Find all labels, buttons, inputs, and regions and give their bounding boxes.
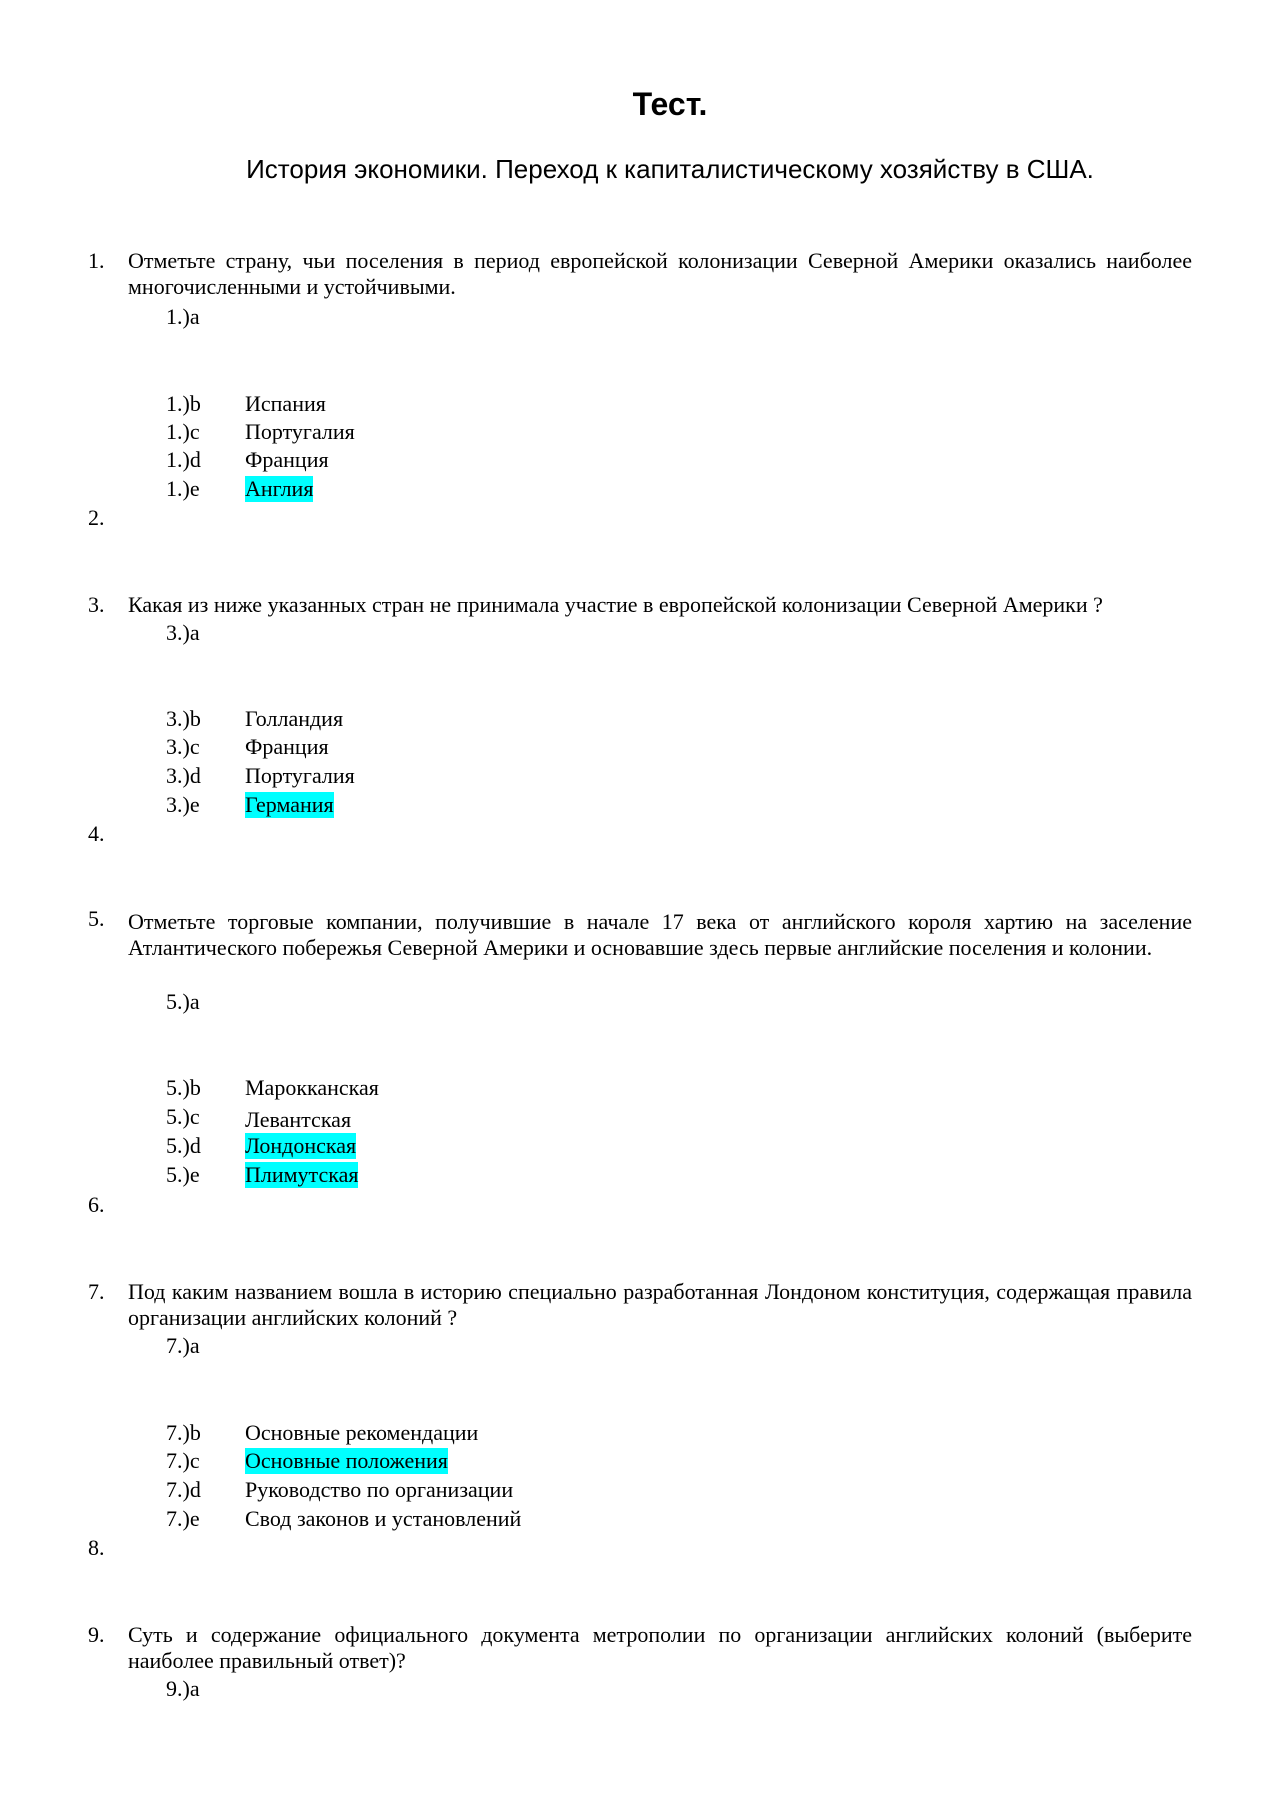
option-label: 5.)c [166,1104,200,1129]
option-text: Левантская [245,1107,352,1132]
option-label: 1.)b [166,391,201,416]
option-label: 3.)c [166,734,200,759]
question-number: 6. [88,1192,105,1217]
option-label: 7.)e [166,1506,200,1531]
option-label: 3.)e [166,792,200,817]
option-text: Основные рекомендации [245,1420,479,1445]
option-text: Свод законов и установлений [245,1506,522,1531]
question-number: 2. [88,505,105,530]
question-number: 7. [88,1279,105,1304]
page-subtitle: История экономики. Переход к капиталистическому хозяйству в США. [246,154,1094,184]
question-number: 8. [88,1535,105,1560]
question-number: 9. [88,1622,105,1647]
option-label: 3.)d [166,763,201,788]
option-label: 3.)a [166,620,200,645]
option-label: 7.)a [166,1333,200,1358]
option-label: 1.)d [166,447,201,472]
question-number: 3. [88,592,105,617]
option-text: Португалия [245,763,355,788]
question-number: 5. [88,906,105,931]
question-number: 4. [88,821,105,846]
correct-answer-highlight: Основные положения [245,1448,448,1473]
correct-answer-highlight: Лондонская [245,1133,357,1158]
option-label: 1.)c [166,419,200,444]
option-text: Франция [245,447,329,472]
option-label: 1.)a [166,304,200,329]
correct-answer-highlight: Германия [245,792,334,817]
question-text: Отметьте страну, чьи поселения в период европейской колонизации Северной Америки оказались наиболее многочисленными и устойчивыми. [128,248,1192,299]
option-label: 3.)b [166,706,201,731]
page-title: Тест. [632,86,708,122]
option-label: 7.)c [166,1448,200,1473]
correct-answer-highlight: Англия [245,476,314,501]
option-label: 9.)a [166,1676,200,1701]
option-label: 5.)d [166,1133,201,1158]
option-label: 5.)b [166,1075,201,1100]
question-text: Под каким названием вошла в историю специально разработанная Лондоном конституция, содержащая правила организации английских колоний ? [128,1279,1192,1330]
question-text: Какая из ниже указанных стран не принимала участие в европейской колонизации Северной Америки ? [128,592,1103,617]
option-text: Португалия [245,419,355,444]
option-text: Голландия [245,706,344,731]
option-label: 1.)e [166,476,200,501]
question-text: Отметьте торговые компании, получившие в начале 17 века от английского короля хартию на заселение Атлантического побережья Северной Америки и основавшие здесь первые английские поселения и колонии. [128,909,1192,960]
correct-answer-highlight: Плимутская [245,1162,359,1187]
option-label: 5.)e [166,1162,200,1187]
question-number: 1. [88,248,105,273]
option-text: Руководство по организации [245,1477,514,1502]
question-text: Суть и содержание официального документа метрополии по организации английских колоний (выберите наиболее правильный ответ)? [128,1622,1192,1673]
option-label: 7.)d [166,1477,201,1502]
option-label: 5.)a [166,989,200,1014]
option-text: Франция [245,734,329,759]
option-text: Марокканская [245,1075,379,1100]
option-text: Испания [245,391,326,416]
option-label: 7.)b [166,1420,201,1445]
